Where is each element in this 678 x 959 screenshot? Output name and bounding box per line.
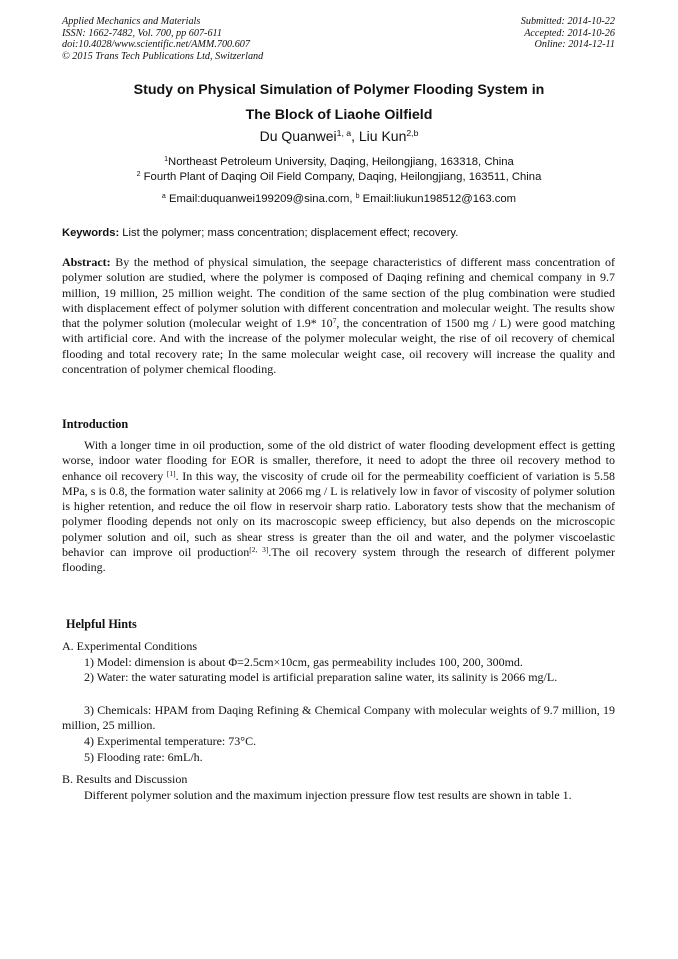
hint-item-3: 3) Chemicals: HPAM from Daqing Refining & Chemical Company with molecular weights of 9.7 million, 19 million, 25 million. bbox=[62, 703, 615, 733]
affiliation-1 bbox=[0, 155, 678, 170]
abstract-exponent: 7 bbox=[332, 315, 337, 325]
author-separator: , bbox=[351, 128, 359, 144]
abstract-text-1: By the method of physical simulation, the seepage characteristics of different mass concentration of polymer solution are studied, where the polymer is composed of Daqing refining and chemical company in 9.7 million, 19 million, 25 million weight. The condition of the same section of the plug combination were studied with displacement effect of polymer solution with different concentration and molecular weight. The results show that the polymer solution (molecular weight of 1.9* 10 bbox=[62, 255, 615, 330]
section-a-heading: A. Experimental Conditions bbox=[62, 639, 197, 653]
citation-2-3: [2, 3] bbox=[249, 544, 269, 554]
title-line-1: Study on Physical Simulation of Polymer Flooding System in bbox=[133, 82, 545, 98]
abstract-text-2: , the concentration of 1500 mg / L) were good matching with artificial core. And with the increase of the polymer molecular weight, the rise of oil recovery of chemical flooding and total recovery rate; In the same molecular weight case, oil recovery will increase the quality and concentration of polymer chemical flooding. bbox=[62, 316, 615, 376]
affiliation-2 bbox=[0, 170, 678, 185]
journal-issn: ISSN: 1662-7482, Vol. 700, pp 607-611 bbox=[62, 27, 222, 39]
email-line bbox=[0, 192, 678, 207]
accepted-date: Accepted: 2014-10-26 bbox=[524, 27, 615, 39]
abstract bbox=[62, 255, 615, 377]
author-1-affiliation-mark: 1, a bbox=[336, 128, 352, 139]
section-b-text: Different polymer solution and the maximum injection pressure flow test results are shown in table 1. bbox=[84, 788, 572, 802]
hint-item-5: 5) Flooding rate: 6mL/h. bbox=[84, 750, 203, 764]
submitted-date: Submitted: 2014-10-22 bbox=[520, 16, 615, 27]
journal-copyright: © 2015 Trans Tech Publications Ltd, Switzerland bbox=[62, 50, 264, 62]
journal-info bbox=[62, 16, 263, 62]
hint-item-4: 4) Experimental temperature: 73°C. bbox=[84, 734, 257, 748]
introduction-body bbox=[62, 438, 615, 575]
paper-title bbox=[40, 78, 638, 128]
introduction-text-2: . In this way, the viscosity of crude oil for the permeability coefficient of variation is 5.58 MPa, s is 0.8, the formation water salinity at 2066 mg / L is relatively low in favor of viscosity of polymer solution is higher retention, and reduce the oil flow in reservoir sharp ratio. Laboratory tests show that the mechanism of polymer flooding depends not only on its macroscopic sweep efficiency, but also depends on the microscopic polymer solution and oil, such as shear stress is greater than the oil and water, and the polymer viscoelastic behavior can improve oil production bbox=[62, 468, 616, 559]
affiliation-1-text: Northeast Petroleum University, Daqing, Heilongjiang, 163318, China bbox=[168, 156, 514, 168]
author-2: Liu Kun bbox=[358, 128, 407, 144]
introduction-text-1: With a longer time in oil production, some of the old district of water flooding development effect is getting worse, indoor water flooding for EOR is smaller, therefore, it need to adopt the three oil recovery method to enhance oil recovery bbox=[62, 438, 615, 483]
submission-dates bbox=[521, 16, 615, 51]
journal-name: Applied Mechanics and Materials bbox=[62, 16, 201, 27]
affiliation-2-text: Fourth Plant of Daqing Oil Field Company, Daqing, Heilongjiang, 163511, China bbox=[140, 171, 542, 183]
email-b-mark: b bbox=[355, 193, 360, 201]
helpful-hints-heading: Helpful Hints bbox=[66, 617, 137, 631]
section-b-heading: B. Results and Discussion bbox=[62, 772, 188, 786]
introduction-text-3: .The oil recovery system through the research of different polymer flooding. bbox=[62, 544, 615, 574]
introduction-heading: Introduction bbox=[62, 417, 129, 431]
keywords bbox=[62, 227, 616, 239]
affiliation-2-mark: 2 bbox=[136, 171, 141, 179]
author-list bbox=[0, 128, 678, 144]
title-line-2: The Block of Liaohe Oilfield bbox=[245, 107, 433, 123]
author-2-affiliation-mark: 2,b bbox=[406, 128, 419, 139]
hint-item-1: 1) Model: dimension is about Φ=2.5cm×10cm, gas permeability includes 100, 200, 300md. bbox=[84, 655, 523, 669]
hint-item-2: 2) Water: the water saturating model is artificial preparation saline water, its salinity is 2066 mg/L. bbox=[84, 670, 558, 684]
abstract-label: Abstract: bbox=[62, 255, 111, 269]
citation-1: [1] bbox=[166, 468, 176, 478]
keywords-text: List the polymer; mass concentration; displacement effect; recovery. bbox=[119, 227, 459, 239]
author-1: Du Quanwei bbox=[259, 128, 337, 144]
email-a: Email:duquanwei199209@sina.com, bbox=[165, 193, 356, 205]
journal-doi: doi:10.4028/www.scientific.net/AMM.700.607 bbox=[62, 39, 250, 51]
email-b: Email:liukun198512@163.com bbox=[359, 193, 517, 205]
keywords-label: Keywords: bbox=[62, 227, 120, 239]
email-a-mark: a bbox=[161, 193, 166, 201]
affiliation-1-mark: 1 bbox=[164, 156, 169, 164]
online-date: Online: 2014-12-11 bbox=[534, 39, 615, 51]
